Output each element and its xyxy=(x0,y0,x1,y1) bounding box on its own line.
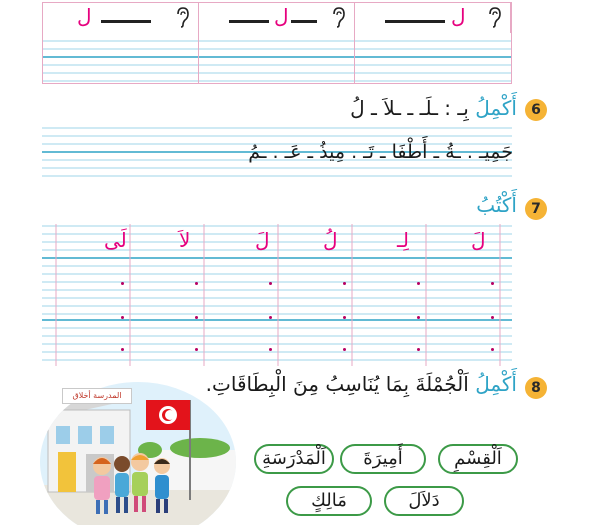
blank-line xyxy=(291,20,317,23)
word-card[interactable]: أَمِيرَةَ xyxy=(340,444,426,474)
word-card[interactable]: مَالِكٍ xyxy=(286,486,372,516)
start-dot xyxy=(417,316,420,319)
start-dot xyxy=(491,316,494,319)
start-dot xyxy=(269,282,272,285)
letter-lam: ل xyxy=(77,4,92,28)
top-writing-strip xyxy=(42,2,512,84)
start-dot xyxy=(269,348,272,351)
instruction-text: اَلْجُمْلَةَ بِمَا يُنَاسِبُ مِنَ الْبِطَاقَاتِ xyxy=(212,372,469,396)
word-card[interactable]: اَلْمَدْرَسَةِ xyxy=(254,444,334,474)
start-dot xyxy=(121,316,124,319)
start-dot xyxy=(491,282,494,285)
ear-icon xyxy=(330,6,346,28)
exercise-number-badge: 8 xyxy=(525,377,547,399)
top-ruled-lines xyxy=(43,33,511,83)
model-letter: لِـ xyxy=(397,228,409,252)
model-letter: لاَ xyxy=(179,228,191,252)
model-letter: لَ xyxy=(255,228,270,252)
blank-line xyxy=(385,20,445,23)
flag-icon xyxy=(146,400,190,430)
start-dot xyxy=(417,348,420,351)
exercise-8-instruction: أَكْمِلُ اَلْجُمْلَةَ بِمَا يُنَاسِبُ مِنَ الْبِطَاقَاتِ. xyxy=(205,372,517,396)
start-dot xyxy=(121,348,124,351)
start-dot xyxy=(343,282,346,285)
instruction-text: بِـ : ـلَـ ـ ـلاَ ـ لُ xyxy=(350,96,469,120)
letter-lam: ل xyxy=(274,4,289,28)
start-dot xyxy=(491,348,494,351)
top-cell-3 xyxy=(355,3,511,33)
top-cell-2 xyxy=(199,3,355,33)
blank-line xyxy=(229,20,269,23)
exercise-6-instruction xyxy=(350,96,517,120)
blank-line xyxy=(101,20,151,23)
start-dot xyxy=(195,348,198,351)
instruction-verb: أَكْتُبُ xyxy=(476,193,517,217)
exercise-7-instruction xyxy=(476,193,517,217)
model-letter: لَى xyxy=(104,228,127,252)
exercise-number-badge: 6 xyxy=(525,99,547,121)
word-card[interactable]: اَلْقِسْمِ xyxy=(438,444,518,474)
start-dot xyxy=(195,316,198,319)
model-letter: لَ xyxy=(471,228,486,252)
start-dot xyxy=(343,316,346,319)
top-cell-1 xyxy=(43,3,199,33)
model-letter: لُ xyxy=(323,228,338,252)
letter-lam: ل xyxy=(451,4,466,28)
start-dot xyxy=(269,316,272,319)
start-dot xyxy=(121,282,124,285)
instruction-verb: أَكْمِلُ xyxy=(475,96,517,120)
instruction-verb: أَكْمِلُ xyxy=(475,372,517,396)
ear-icon xyxy=(174,6,190,28)
start-dot xyxy=(417,282,420,285)
word-card[interactable]: دَلاَلَ xyxy=(384,486,464,516)
exercise-6-words: جَمِيـ . ـةُ ـ أَطْفَا ـ تَـ . مِيذُ ـ عَـ . ـمُ xyxy=(248,141,513,163)
ear-icon xyxy=(486,6,502,28)
start-dot xyxy=(195,282,198,285)
school-sign: المدرسة أخلاق xyxy=(62,388,132,404)
start-dot xyxy=(343,348,346,351)
exercise-number-badge: 7 xyxy=(525,198,547,220)
